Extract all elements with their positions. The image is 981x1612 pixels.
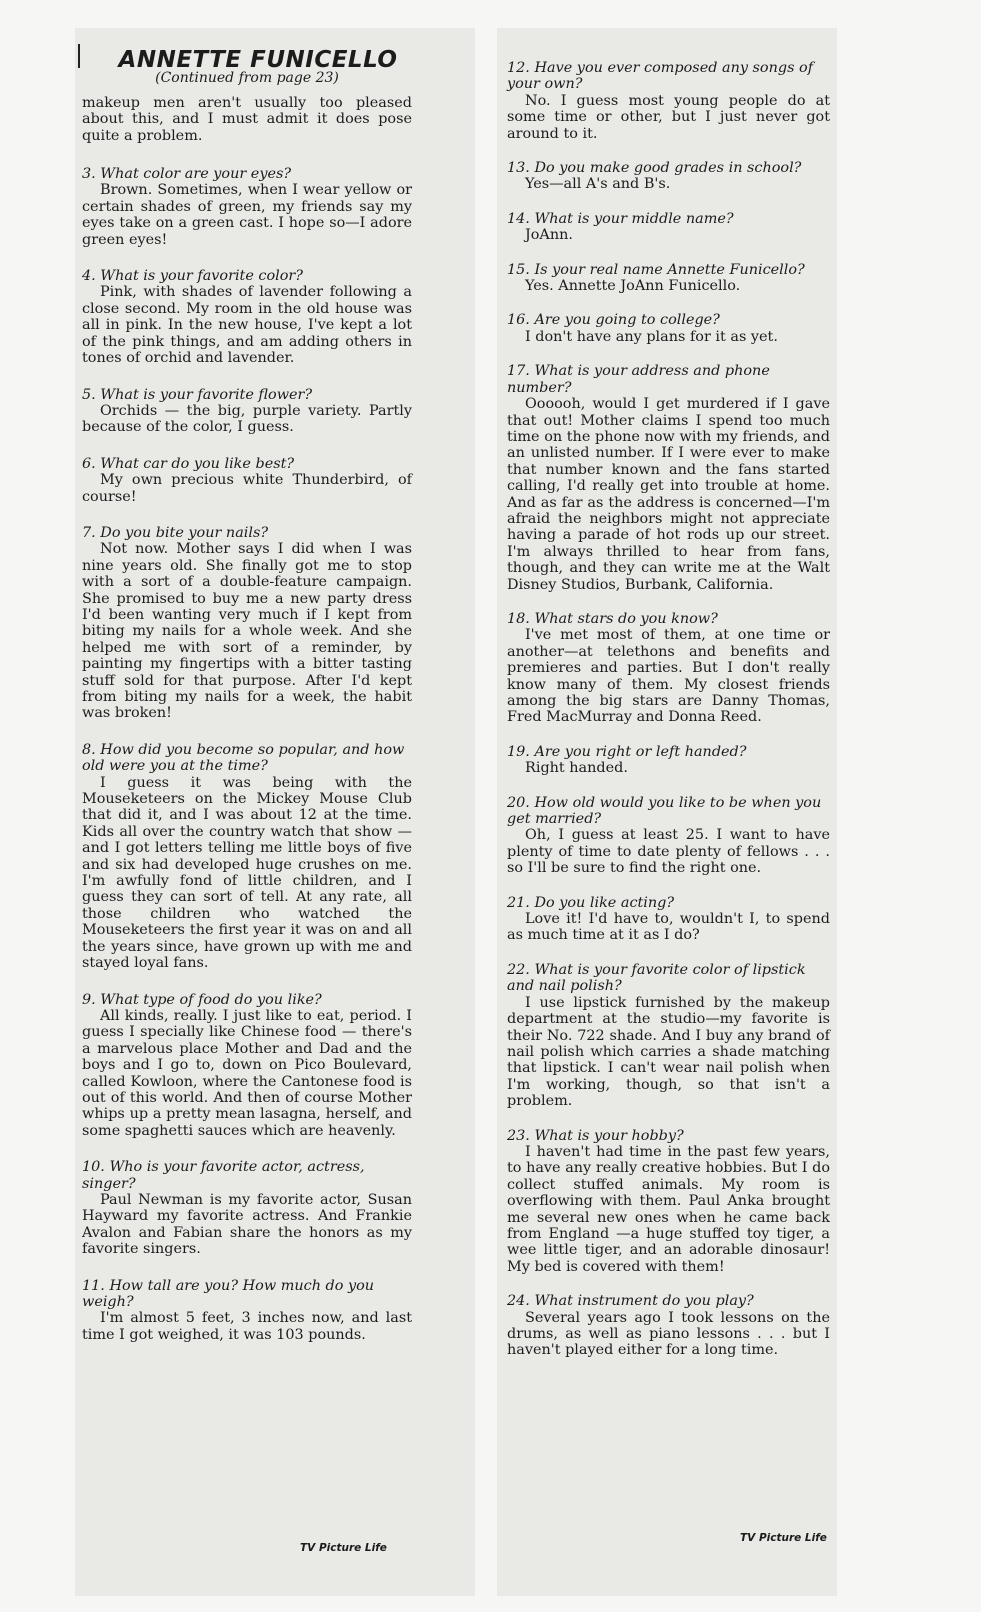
qa-item (507, 312, 830, 345)
qa-item (82, 166, 412, 248)
question: 5. What is your favorite flower? (82, 386, 313, 403)
qa-item (82, 456, 412, 505)
qa-item (507, 160, 830, 193)
answer: My own precious white Thunderbird, of course! (82, 472, 412, 505)
qa-item (82, 387, 412, 436)
left-column (82, 47, 412, 1363)
question: 20. How old would you like to be when you get married? (507, 794, 822, 828)
answer: Yes—all A's and B's. (525, 176, 671, 193)
answer: All kinds, really. I just like to eat, period. I guess I specially like Chinese food — there's a marvelous place Mother and Dad and the boys and I go to, down on Pico Boulevard, called Kowloon, where the Cantonese food is out of this world. And then of course Mother whips up a pretty mean lasagna, herself, and some spaghetti sauces which are heavenly. (82, 1007, 412, 1139)
answer: Right handed. (525, 760, 628, 777)
qa-item (507, 60, 830, 142)
answer: Oooooh, would I get murdered if I gave that out! Mother claims I spend too much time on the phone now with my friends, and an unlisted number. If I were ever to make that number known and the fans started calling, I'd really get into trouble at home. And as far as the address is concerned—I'm afraid the neighbors might not appreciate having a parade of hot rods up our street. I'm always thrilled to hear from fans, though, and they can write me at the Walt Disney Studios, Burbank, California. (507, 396, 830, 593)
question: 21. Do you like acting? (507, 894, 675, 911)
question: 23. What is your hobby? (507, 1127, 684, 1144)
question: 24. What instrument do you play? (507, 1293, 754, 1310)
footer-left: TV Picture Life (300, 1542, 387, 1554)
question: 19. Are you right or left handed? (507, 743, 747, 760)
qa-item (82, 1278, 412, 1344)
answer: Pink, with shades of lavender following a close second. My room in the old house was all in pink. In the new house, I've kept a lot of the pink things, and am adding others in tones of orchid and lavender. (82, 284, 412, 367)
title-rule (78, 44, 80, 68)
answer: I've met most of them, at one time or another—at telethons and benefits and premieres and parties. But I don't really know many of them. My closest friends among the big stars are Danny Thomas, Fred MacMurray and Donna Reed. (507, 627, 830, 726)
answer: I'm almost 5 feet, 3 inches now, and last time I got weighed, it was 103 pounds. (82, 1310, 412, 1343)
question: 4. What is your favorite color? (82, 268, 304, 285)
qa-item (82, 525, 412, 722)
qa-item (82, 992, 412, 1140)
question: 22. What is your favorite color of lipstick and nail polish? (507, 961, 806, 995)
question: 12. Have you ever composed any songs of your own? (507, 60, 814, 93)
answer: Love it! I'd have to, wouldn't I, to spend as much time at it as I do? (507, 911, 830, 944)
answer: Not now. Mother says I did when I was nine years old. She finally got me to stop with a sort of a double-feature campaign. She promised to buy me a new party dress I'd been wanting very much if I kept from biting my nails for a whole week. And she helped me with sort of a reminder, by painting my fingertips with a bitter tasting stuff sold for that purpose. After I'd kept from biting my nails for a week, the habit was broken! (82, 541, 412, 722)
qa-item (507, 211, 830, 244)
question: 6. What car do you like best? (82, 455, 295, 472)
answer: Paul Newman is my favorite actor, Susan Hayward my favorite actress. And Frankie Avalon and Fabian share the honors as my favorite singers. (82, 1191, 412, 1258)
answer: I use lipstick furnished by the makeup department at the studio—my favorite is their No. 722 shade. And I buy any brand of nail polish which carries a shade matching that lipstick. I can't wear nail polish when I'm working, though, so that isn't a problem. (507, 994, 830, 1110)
qa-item (507, 363, 830, 593)
question: 13. Do you make good grades in school? (507, 160, 802, 177)
answer: No. I guess most young people do at some time or other, but I just never got around to it. (507, 92, 830, 142)
qa-item (507, 895, 830, 944)
question: 16. Are you going to college? (507, 312, 720, 329)
answer: Oh, I guess at least 25. I want to have plenty of time to date plenty of fellows . . . so I'll be sure to find the right one. (507, 827, 830, 877)
answer: I don't have any plans for it as yet. (525, 328, 778, 345)
right-qa-list (507, 60, 830, 1359)
qa-item (507, 744, 830, 777)
question: 17. What is your address and phone number? (507, 363, 770, 396)
qa-item (82, 268, 412, 366)
question: 9. What type of food do you like? (82, 991, 322, 1008)
answer: Orchids — the big, purple variety. Partly because of the color, I guess. (82, 402, 412, 436)
question: 3. What color are your eyes? (82, 166, 292, 183)
qa-item (507, 1293, 830, 1359)
answer: Brown. Sometimes, when I wear yellow or certain shades of green, my friends say my eyes take on a green cast. I hope so—I adore green eyes! (82, 182, 412, 248)
answer: I guess it was being with the Mouseketeers on the Mickey Mouse Club that did it, and I was about 12 at the time. Kids all over the country watch that show — and I got letters telling me little boys of five and six had developed huge crushes on me. I'm awfully fond of little children, and I guess they can sort of tell. At any rate, all those children who watched the Mouseketeers the first year it was on and all the years since, have grown up with me and stayed loyal fans. (82, 774, 412, 972)
question: 11. How tall are you? How much do you weigh? (82, 1277, 375, 1310)
question: 15. Is your real name Annette Funicello? (507, 261, 805, 278)
right-column (507, 60, 830, 1377)
qa-item (507, 962, 830, 1110)
answer: JoAnn. (525, 227, 573, 244)
qa-item (507, 262, 830, 295)
footer-right: TV Picture Life (740, 1532, 827, 1544)
question: 14. What is your middle name? (507, 210, 734, 227)
qa-item (82, 1159, 412, 1257)
qa-item (82, 742, 412, 972)
left-qa-list (82, 166, 412, 1343)
article-subtitle: (Continued from page 23) (155, 70, 339, 87)
qa-item (507, 795, 830, 877)
question: 10. Who is your favorite actor, actress, singer? (82, 1159, 365, 1192)
answer: I haven't had time in the past few years, to have any really creative hobbies. But I do collect stuffed animals. My room is overflowing with them. Paul Anka brought me several new ones when he came back from England —a huge stuffed toy tiger, a wee little tiger, and an adorable dinosaur! My bed is covered with them! (507, 1143, 830, 1275)
answer: Yes. Annette JoAnn Funicello. (525, 278, 741, 295)
intro-text: makeup men aren't usually too pleased about this, and I must admit it does pose quite a problem. (82, 94, 412, 144)
question: 7. Do you bite your nails? (82, 524, 269, 541)
answer: Several years ago I took lessons on the drums, as well as piano lessons . . . but I haven't played either for a long time. (507, 1309, 830, 1359)
qa-item (507, 1128, 830, 1276)
question: 18. What stars do you know? (507, 610, 718, 627)
question: 8. How did you become so popular, and how old were you at the time? (82, 741, 405, 775)
qa-item (507, 611, 830, 726)
article-title: ANNETTE FUNICELLO (118, 47, 398, 73)
